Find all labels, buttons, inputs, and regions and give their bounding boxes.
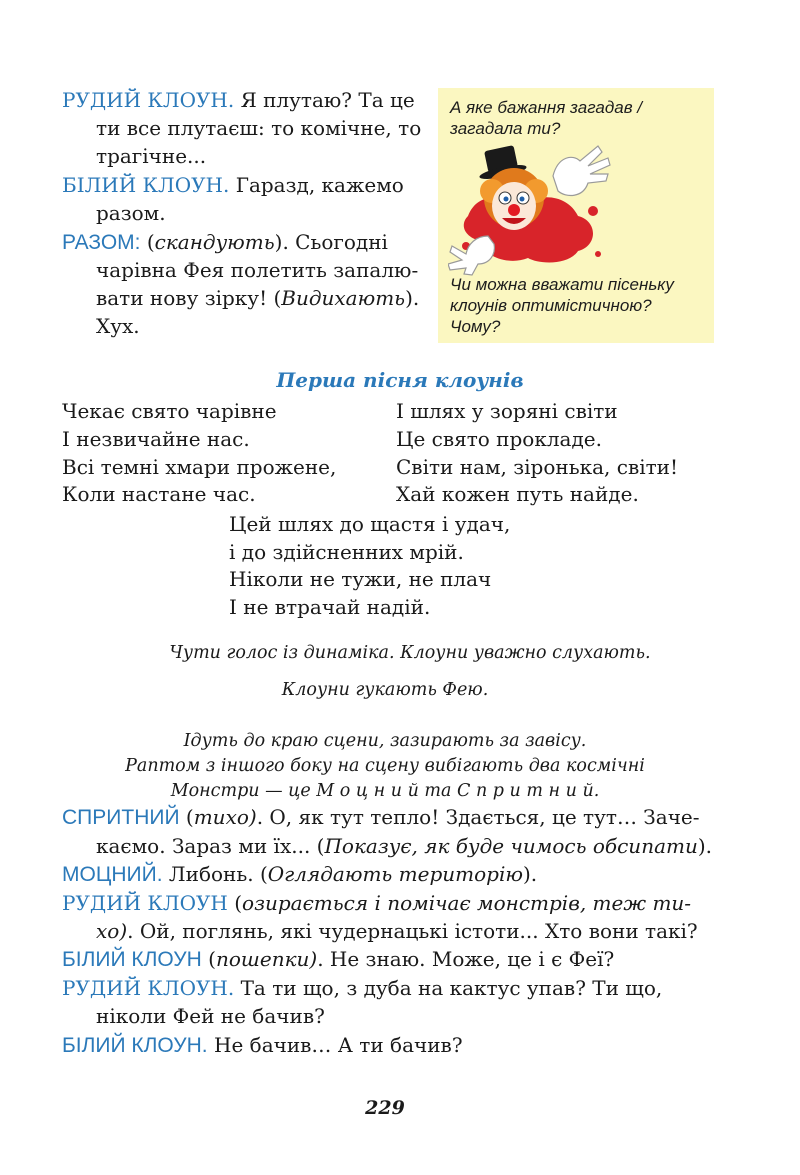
stage-direction: Клоуни гукають Фею. — [281, 680, 489, 700]
dialog-line — [96, 313, 140, 339]
dialog-text: ( — [227, 891, 243, 915]
question-2 — [450, 274, 674, 337]
dialog-line — [96, 1003, 325, 1029]
clown-illustration — [448, 136, 633, 276]
dialog-line — [96, 257, 418, 283]
question-line: загадала ти? — [450, 119, 561, 138]
dialog-line — [96, 143, 206, 169]
speaker-name: РУДИЙ КЛОУН. — [62, 976, 235, 1000]
stage-remark: тихо) — [193, 805, 257, 829]
song-line: Хай кожен путь найде. — [396, 482, 639, 506]
speaker-name: РУДИЙ КЛОУН. — [62, 88, 235, 112]
dialog-text: Гаразд, кажемо — [229, 173, 404, 197]
song-line: Чекає свято чарівне — [62, 399, 277, 423]
stage-direction: Монстри — це М о ц н и й та С п р и т н и й. — [170, 781, 600, 801]
dialog-text: трагічне... — [96, 144, 207, 168]
dialog-text: ). Сьогодні — [274, 230, 388, 254]
dialog-text: Я плутаю? Та це — [234, 88, 415, 112]
speaker-name: МОЦНИЙ. — [62, 863, 163, 886]
question-line: А яке бажання загадав / — [450, 98, 643, 117]
dialog-text: Та ти що, з дуба на кактус упав? Ти що, — [234, 976, 663, 1000]
stage-remark: скандують — [154, 230, 275, 254]
stage-remark: пошепки) — [215, 947, 318, 971]
dialog-line — [62, 229, 388, 256]
stage-remark: Показує, як буде чимось обсипати — [324, 834, 698, 858]
speaker-name: БІЛИЙ КЛОУН. — [62, 173, 230, 197]
dialog-line — [96, 285, 419, 311]
song-line: І не втрачай надій. — [229, 595, 431, 619]
song-line: і до здійсненних мрій. — [229, 540, 464, 564]
dialog-text: ( — [140, 230, 155, 254]
dialog-line — [62, 861, 537, 888]
stage-direction: Ідуть до краю сцени, зазирають за завісу. — [183, 731, 587, 751]
speaker-name: БІЛИЙ КЛОУН. — [62, 1034, 208, 1057]
dialog-line — [96, 918, 698, 944]
dialog-text: вати нову зірку! ( — [96, 286, 282, 310]
speaker-name: БІЛИЙ КЛОУН — [62, 948, 202, 971]
stage-remark: Оглядають територію — [267, 862, 523, 886]
dialog-text: ). — [522, 862, 538, 886]
dialog-text: ніколи Фей не бачив? — [96, 1004, 325, 1028]
speaker-name: РАЗОМ: — [62, 231, 141, 254]
stage-direction: Раптом з іншого боку на сцену вибігають два космічні — [125, 756, 645, 776]
song-title: Перша пісня клоунів — [276, 368, 524, 392]
dialog-line — [62, 804, 700, 831]
song-line: І шлях у зоряні світи — [396, 399, 618, 423]
question-line: Чому? — [450, 317, 501, 336]
dialog-text: ( — [201, 947, 216, 971]
dialog-line — [62, 975, 662, 1001]
dialog-line — [62, 1032, 463, 1059]
dialog-text: . О, як тут тепло! Здається, це тут… Заче- — [256, 805, 700, 829]
dialog-line — [96, 833, 712, 859]
question-line: клоунів оптимістичною? — [450, 296, 652, 315]
dialog-text: Не бачив… А ти бачив? — [207, 1033, 463, 1057]
dialog-text: . Не знаю. Може, це і є Феї? — [317, 947, 615, 971]
dialog-line — [96, 200, 166, 226]
song-line: Всі темні хмари прожене, — [62, 455, 337, 479]
stage-remark: хо) — [96, 919, 128, 943]
dialog-text: Хух. — [96, 314, 140, 338]
dialog-text: ти все плутаєш: то комічне, то — [96, 116, 422, 140]
dialog-text: ). — [405, 286, 420, 310]
dialog-line — [62, 172, 404, 198]
dialog-line — [96, 115, 421, 141]
song-line: Коли настане час. — [62, 482, 256, 506]
question-line: Чи можна вважати пісеньку — [450, 275, 674, 294]
page-number: 229 — [365, 1097, 405, 1119]
dialog-text: чарівна Фея полетить запалю- — [96, 258, 419, 282]
song-line: Світи нам, зіронька, світи! — [396, 455, 679, 479]
stage-direction: Чути голос із динаміка. Клоуни уважно слухають. — [169, 643, 651, 663]
dialog-line — [62, 890, 691, 916]
dialog-text: каємо. Зараз ми їх... ( — [96, 834, 325, 858]
dialog-text: разом. — [96, 201, 166, 225]
question-box — [438, 88, 714, 343]
stage-remark: озирається і помічає монстрів, теж ти- — [242, 891, 692, 915]
speaker-name: СПРИТНИЙ — [62, 806, 180, 829]
song-line: Цей шлях до щастя і удач, — [229, 512, 511, 536]
question-1 — [450, 97, 642, 139]
dialog-text: ). — [697, 834, 713, 858]
song-line: Це свято прокладе. — [396, 427, 602, 451]
song-line: Ніколи не тужи, не плач — [229, 567, 492, 591]
dialog-text: Либонь. ( — [162, 862, 268, 886]
dialog-line — [62, 946, 614, 973]
speaker-name: РУДИЙ КЛОУН — [62, 891, 228, 915]
stage-remark: Видихають — [281, 286, 406, 310]
dialog-line — [62, 87, 415, 113]
dialog-text: ( — [179, 805, 194, 829]
song-line: І незвичайне нас. — [62, 427, 250, 451]
dialog-text: . Ой, поглянь, які чудернацькі істоти... Хто вони такі? — [127, 919, 698, 943]
